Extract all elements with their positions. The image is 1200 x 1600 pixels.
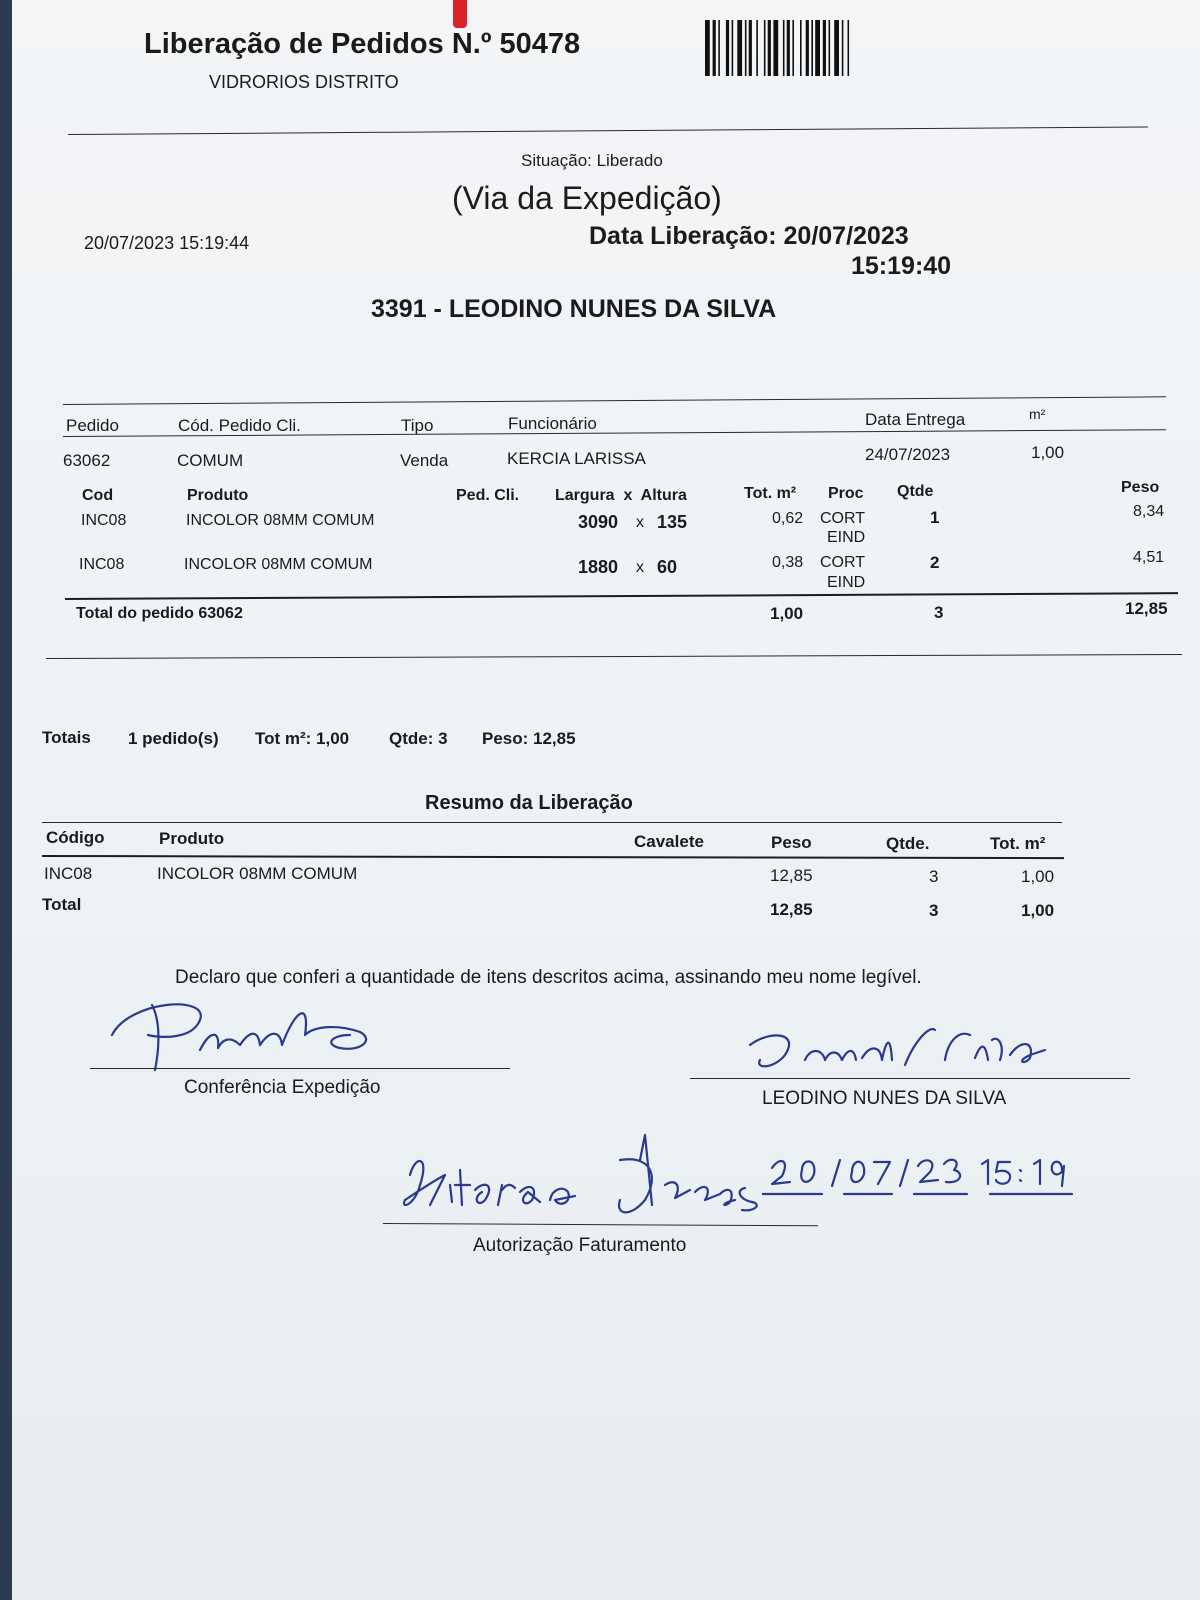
order-client-code: COMUM — [177, 451, 244, 470]
summary-total-tot-m2: 1,00 — [1021, 901, 1055, 920]
item-1-produto: INCOLOR 08MM COMUM — [186, 512, 375, 529]
barcode-image — [705, 20, 895, 76]
item-1-tot-m2: 0,62 — [772, 510, 804, 527]
red-stamp-mark — [453, 0, 467, 28]
signature-line-right — [690, 1078, 1130, 1079]
signature-vitoria-dantas — [390, 1130, 780, 1230]
summary-top-rule — [42, 822, 1062, 823]
item-col-tot-m2: Tot. m² — [744, 485, 797, 502]
order-delivery-date: 24/07/2023 — [865, 445, 951, 464]
totals-pedidos: 1 pedido(s) — [128, 729, 219, 748]
status-text: Situação: Liberado — [521, 151, 663, 170]
summary-row-codigo: INC08 — [44, 864, 93, 883]
item-col-dims: Largura x Altura — [555, 487, 687, 504]
item-col-qtde: Qtde — [897, 483, 934, 500]
col-funcionario: Funcionário — [508, 414, 597, 433]
signature-line-left — [90, 1068, 510, 1069]
col-pedido: Pedido — [66, 416, 119, 435]
signature-david-silva — [730, 1010, 1060, 1080]
order-total-m2: 1,00 — [770, 604, 804, 623]
item-2-largura: 1880 — [578, 557, 619, 577]
release-time: 15:19:40 — [851, 252, 952, 280]
item-2-proc-1: CORT — [820, 554, 866, 571]
item-1-largura: 3090 — [578, 512, 619, 532]
order-employee: KERCIA LARISSA — [507, 449, 646, 468]
item-1-altura: 135 — [657, 512, 688, 532]
item-1-proc-1: CORT — [820, 510, 866, 527]
summary-total-qtde: 3 — [929, 901, 939, 920]
signature-label-left: Conferência Expedição — [184, 1077, 381, 1098]
summary-row-tot-m2: 1,00 — [1021, 867, 1055, 886]
item-2-altura: 60 — [657, 557, 678, 577]
order-total-peso: 12,85 — [1125, 599, 1168, 618]
signature-label-bottom: Autorização Faturamento — [473, 1235, 687, 1256]
item-2-qtde: 2 — [930, 553, 940, 572]
item-1-qtde: 1 — [930, 508, 940, 527]
col-cod-pedido-cli: Cód. Pedido Cli. — [178, 416, 301, 435]
totals-label: Totais — [42, 728, 91, 747]
summary-col-codigo: Código — [46, 828, 105, 847]
item-2-peso: 4,51 — [1133, 549, 1165, 566]
summary-total-peso: 12,85 — [770, 900, 813, 919]
item-col-cod: Cod — [82, 487, 114, 504]
item-2-tot-m2: 0,38 — [772, 554, 804, 571]
document-title: Liberação de Pedidos N.º 50478 — [144, 28, 581, 60]
signature-paulo — [100, 990, 400, 1080]
summary-col-cavalete: Cavalete — [634, 832, 704, 851]
customer-name: 3391 - LEODINO NUNES DA SILVA — [371, 295, 777, 323]
order-total-qtde: 3 — [934, 603, 944, 622]
item-2-x: x — [636, 559, 644, 576]
item-col-produto: Produto — [187, 487, 249, 504]
item-1-proc-2: EIND — [827, 529, 866, 546]
print-datetime: 20/07/2023 15:19:44 — [84, 233, 250, 253]
item-col-proc: Proc — [828, 485, 864, 502]
summary-col-tot-m2: Tot. m² — [990, 834, 1046, 853]
copy-label: (Via da Expedição) — [452, 180, 722, 216]
summary-title: Resumo da Liberação — [425, 792, 633, 814]
item-2-produto: INCOLOR 08MM COMUM — [184, 556, 373, 573]
item-2-proc-2: EIND — [827, 574, 866, 591]
col-m2: m² — [1029, 406, 1046, 422]
order-m2: 1,00 — [1031, 443, 1065, 462]
summary-row-peso: 12,85 — [770, 866, 813, 885]
order-total-label: Total do pedido 63062 — [76, 605, 243, 622]
totals-qtde: Qtde: 3 — [389, 729, 448, 748]
signature-label-right: LEODINO NUNES DA SILVA — [762, 1088, 1007, 1109]
summary-row-qtde: 3 — [929, 867, 939, 886]
declaration-text: Declaro que conferi a quantidade de itens descritos acima, assinando meu nome legível. — [175, 967, 922, 988]
totals-peso: Peso: 12,85 — [482, 729, 576, 748]
item-1-peso: 8,34 — [1133, 503, 1165, 520]
summary-col-produto: Produto — [159, 829, 225, 848]
handwritten-date — [762, 1150, 1092, 1200]
order-type: Venda — [400, 451, 449, 470]
item-col-ped-cli: Ped. Cli. — [456, 487, 520, 504]
col-tipo: Tipo — [401, 416, 434, 435]
item-2-cod: INC08 — [79, 556, 125, 573]
release-date: Data Liberação: 20/07/2023 — [589, 222, 909, 250]
summary-row-produto: INCOLOR 08MM COMUM — [157, 864, 358, 883]
item-1-cod: INC08 — [81, 512, 127, 529]
item-1-x: x — [636, 514, 644, 531]
company-name: VIDRORIOS DISTRITO — [209, 72, 399, 92]
summary-total-label: Total — [42, 895, 82, 914]
summary-col-qtde: Qtde. — [886, 834, 930, 853]
order-number: 63062 — [63, 451, 111, 470]
item-col-peso: Peso — [1121, 479, 1160, 496]
col-data-entrega: Data Entrega — [865, 410, 966, 429]
totals-m2: Tot m²: 1,00 — [255, 729, 350, 748]
summary-col-peso: Peso — [771, 833, 812, 852]
